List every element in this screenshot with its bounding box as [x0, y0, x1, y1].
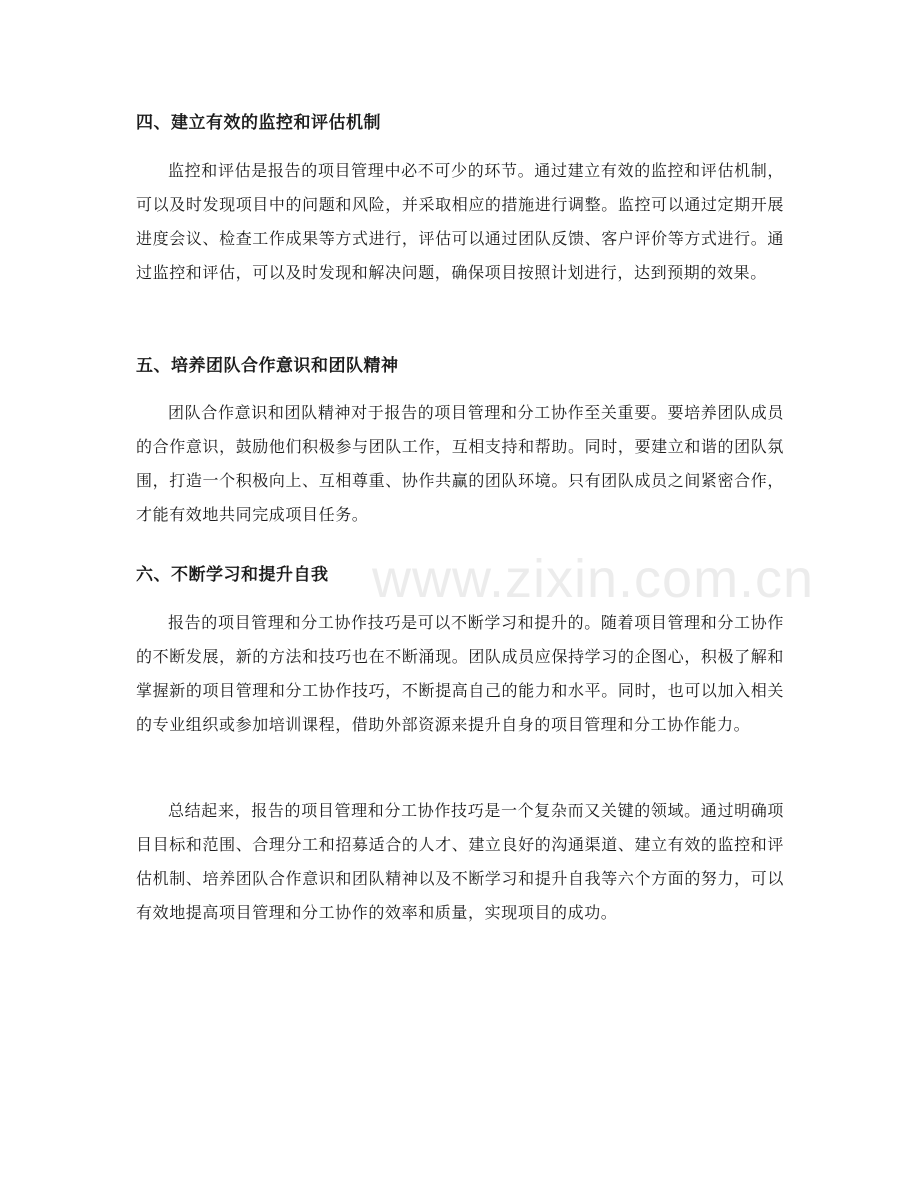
watermark-logo: www.zixin.com.cn [372, 549, 815, 609]
section-paragraph-6: 报告的项目管理和分工协作技巧是可以不断学习和提升的。随着项目管理和分工协作的不断发展，新的方法和技巧也在不断涌现。团队成员应保持学习的企图心，积极了解和掌握新的项目管理和分工协作技巧，不断提高自己的能力和水平。同时，也可以加入相关的专业组织或参加培训课程，借助外部资源来提升自身的项目管理和分工协作能力。 [136, 613, 784, 734]
section-heading-5: 五、培养团队合作意识和团队精神 [136, 356, 399, 376]
section-heading-6: 六、不断学习和提升自我 [136, 565, 329, 585]
section-heading-4: 四、建立有效的监控和评估机制 [136, 113, 381, 133]
section-paragraph-4: 监控和评估是报告的项目管理中必不可少的环节。通过建立有效的监控和评估机制，可以及时发现项目中的问题和风险，并采取相应的措施进行调整。监控可以通过定期开展进度会议、检查工作成果等方式进行，评估可以通过团队反馈、客户评价等方式进行。通过监控和评估，可以及时发现和解决问题，确保项目按照计划进行，达到预期的效果。 [136, 161, 784, 282]
section-paragraph-5: 团队合作意识和团队精神对于报告的项目管理和分工协作至关重要。要培养团队成员的合作意识，鼓励他们积极参与团队工作，互相支持和帮助。同时，要建立和谐的团队氛围，打造一个积极向上、互相尊重、协作共赢的团队环境。只有团队成员之间紧密合作，才能有效地共同完成项目任务。 [136, 403, 784, 524]
conclusion-paragraph: 总结起来，报告的项目管理和分工协作技巧是一个复杂而又关键的领域。通过明确项目目标和范围、合理分工和招募适合的人才、建立良好的沟通渠道、建立有效的监控和评估机制、培养团队合作意识和团队精神以及不断学习和提升自我等六个方面的努力，可以有效地提高项目管理和分工协作的效率和质量，实现项目的成功。 [136, 801, 784, 922]
